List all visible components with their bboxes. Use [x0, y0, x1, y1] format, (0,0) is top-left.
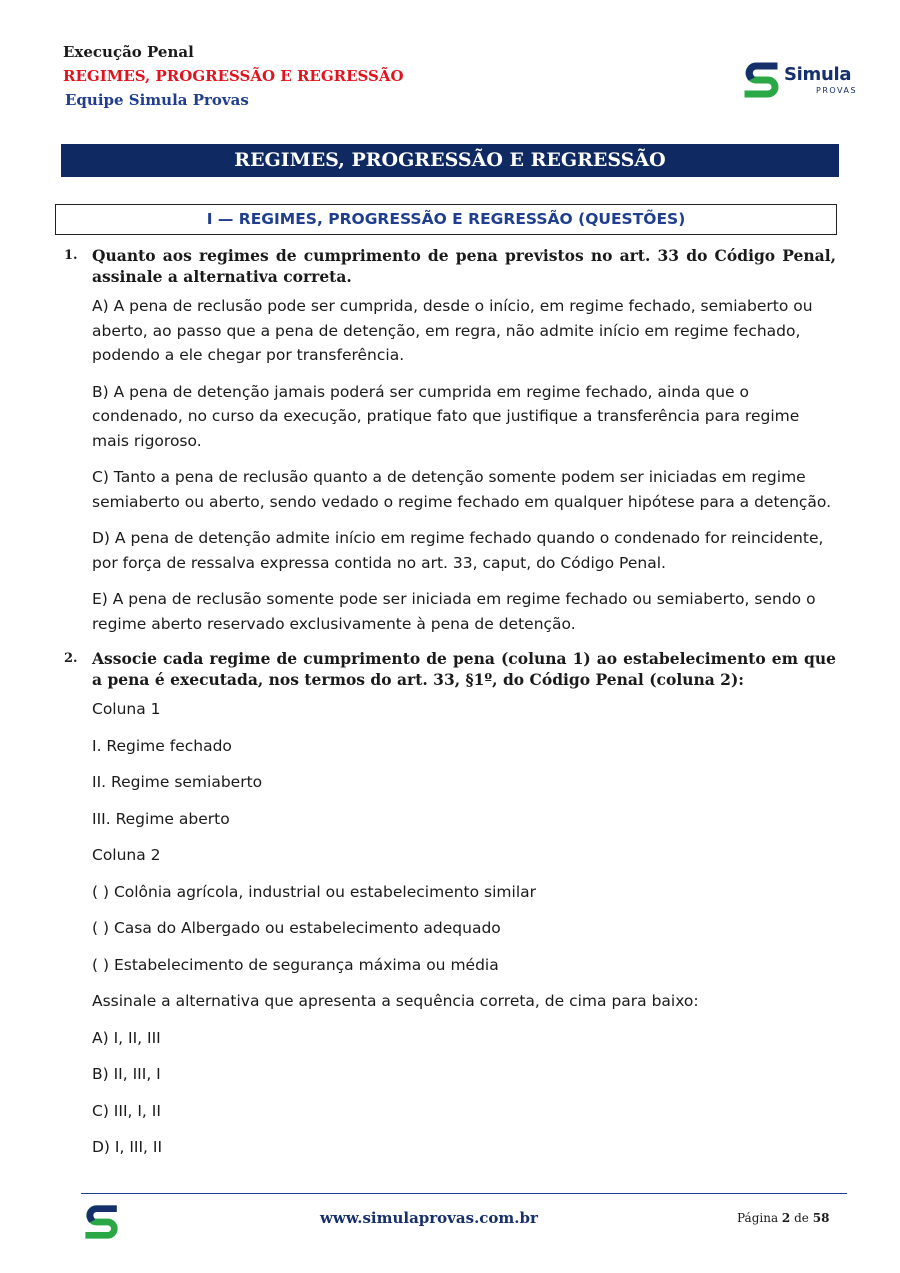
footer-logo: [84, 1203, 124, 1241]
section-heading: I — REGIMES, PROGRESSÃO E REGRESSÃO (QUESTÕES): [55, 204, 837, 235]
question-2: [64, 648, 836, 1160]
option-c: C) Tanto a pena de reclusão quanto a de detenção somente podem ser iniciadas em regime semiaberto ou aberto, sendo vedado o regime fechado em qualquer hipótese para a detenção.: [92, 468, 832, 511]
simula-s-logo-icon: [84, 1203, 120, 1241]
question-stem: Associe cada regime de cumprimento de pena (coluna 1) ao estabelecimento em que a pena é executada, nos termos do art. 33, §1º, do Código Penal (coluna 2):: [92, 649, 836, 689]
question-number: 1.: [64, 248, 78, 263]
logo-word: Simula: [784, 64, 852, 85]
column-1-item: III. Regime aberto: [92, 809, 230, 828]
column-1-item: I. Regime fechado: [92, 736, 232, 755]
page-title: REGIMES, PROGRESSÃO E REGRESSÃO: [61, 144, 839, 177]
questions: [64, 245, 836, 1172]
option-a: A) A pena de reclusão pode ser cumprida, desde o início, em regime fechado, semiaberto ou aberto, ao passo que a pena de detenção, em regra, não admite início em regime fechado, podendo a ele chegar por transferência.: [92, 297, 813, 364]
question-instruction: Assinale a alternativa que apresenta a sequência correta, de cima para baixo:: [92, 992, 699, 1010]
logo-sub: PROVAS: [816, 86, 858, 95]
page-number: [737, 1211, 829, 1225]
simula-provas-logo: [744, 60, 864, 100]
column-2-item: ( ) Casa do Albergado ou estabelecimento adequado: [92, 919, 501, 937]
option-e: E) A pena de reclusão somente pode ser iniciada em regime fechado ou semiaberto, sendo o regime aberto reservado exclusivamente à pena de detenção.: [92, 590, 816, 633]
column-1-label: Coluna 1: [92, 700, 161, 718]
column-1-item: II. Regime semiaberto: [92, 773, 263, 791]
simula-s-logo-icon: [744, 60, 780, 100]
column-2-item: ( ) Estabelecimento de segurança máxima ou média: [92, 955, 499, 974]
header-topic: REGIMES, PROGRESSÃO E REGRESSÃO: [63, 67, 404, 85]
column-2-label: Coluna 2: [92, 846, 161, 864]
option-b: B) II, III, I: [92, 1065, 161, 1083]
question-number: 2.: [64, 651, 78, 666]
footer-url[interactable]: www.simulaprovas.com.br: [320, 1209, 538, 1227]
footer-divider: [81, 1193, 847, 1194]
option-d: D) A pena de detenção admite início em regime fechado quando o condenado for reincidente, por força de ressalva expressa contida no art. 33, caput, do Código Penal.: [92, 529, 824, 572]
question-1: [64, 245, 836, 636]
page-word: Página: [737, 1211, 779, 1225]
document-header: [63, 40, 404, 112]
option-d: D) I, III, II: [92, 1138, 163, 1156]
column-2-item: ( ) Colônia agrícola, industrial ou estabelecimento similar: [92, 882, 537, 901]
question-stem: Quanto aos regimes de cumprimento de pena previstos no art. 33 do Código Penal, assinale a alternativa correta.: [92, 246, 836, 286]
header-team: Equipe Simula Provas: [65, 91, 249, 109]
option-c: C) III, I, II: [92, 1101, 161, 1120]
page-current: 2: [781, 1211, 791, 1225]
option-b: B) A pena de detenção jamais poderá ser cumprida em regime fechado, ainda que o condenado, no curso da execução, pratique fato que justifique a transferência para regime mais rigoroso.: [92, 382, 800, 450]
page-total: 58: [812, 1211, 830, 1225]
header-subject: Execução Penal: [63, 43, 194, 61]
option-a: A) I, II, III: [92, 1028, 161, 1047]
page-sep: de: [794, 1211, 809, 1225]
